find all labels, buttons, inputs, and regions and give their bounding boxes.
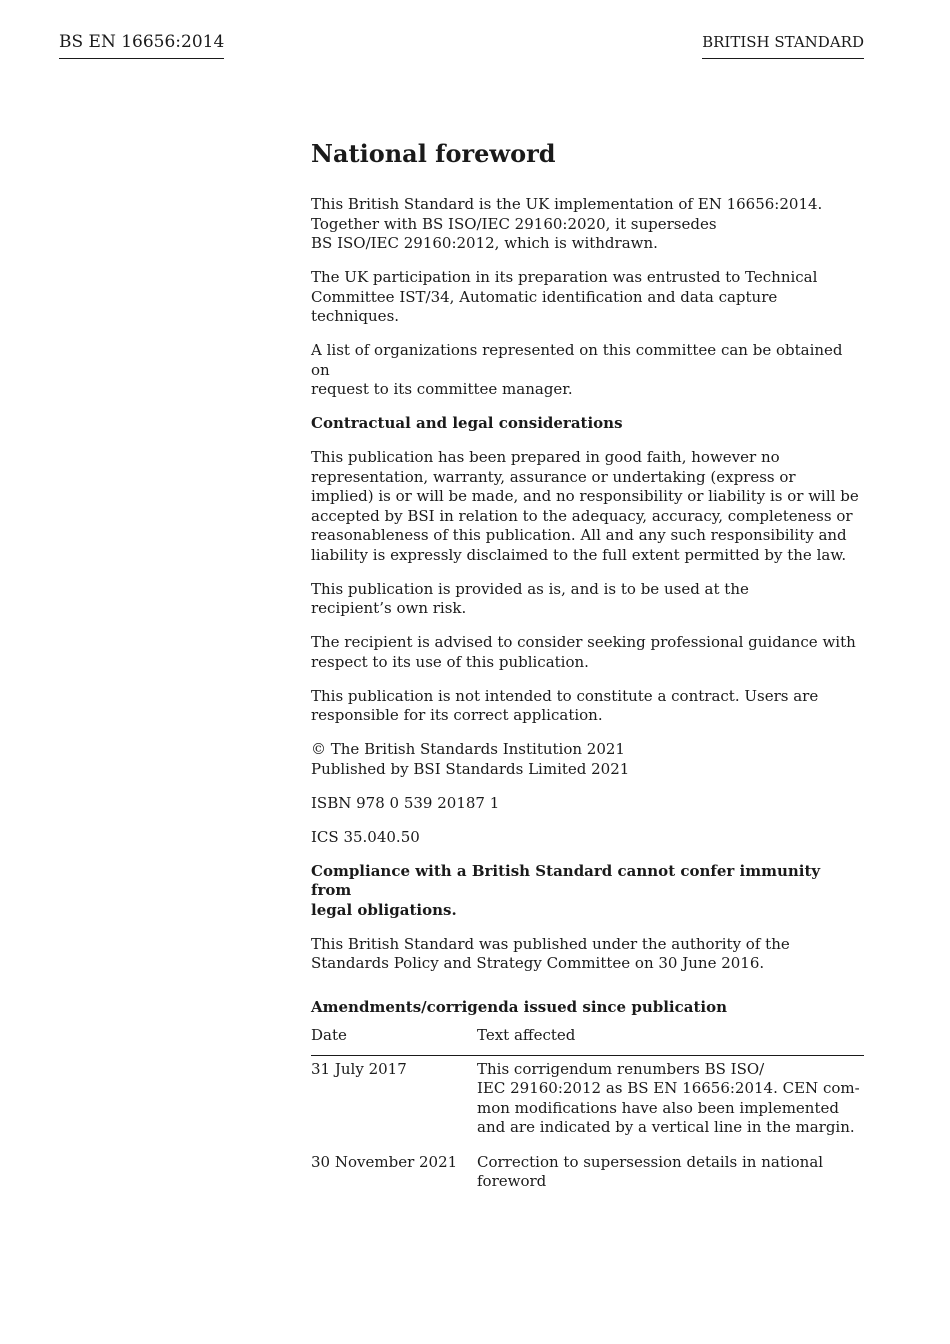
column-header-date: Date <box>311 1026 477 1055</box>
amendment-text: Correction to supersession details in national foreword <box>477 1152 824 1190</box>
compliance-statement: Compliance with a British Standard cannot confer immunity from legal obligations. <box>311 861 821 919</box>
table-row <box>311 1055 864 1149</box>
amendment-date: 30 November 2021 <box>311 1152 458 1171</box>
page-title: National foreword <box>311 139 556 168</box>
implementation-paragraph: This British Standard is the UK implementation of EN 16656:2014. Together with BS ISO/IEC 29160:2020, it supersedes BS ISO/IEC 29160:2012, which is withdrawn. <box>311 195 823 252</box>
amendments-table <box>311 1026 864 1203</box>
participation-paragraph: The UK participation in its preparation was entrusted to Technical Committee IST/34, Automatic identification and data capture techniques. <box>311 268 818 325</box>
table-row <box>311 1149 864 1203</box>
document-type: BRITISH STANDARD <box>702 31 864 59</box>
foreword-content <box>311 138 864 1203</box>
amendment-text: This corrigendum renumbers BS ISO/ IEC 29160:2012 as BS EN 16656:2014. CEN com- mon modifications have also been implemented and are indicated by a vertical line in the margin. <box>477 1059 860 1136</box>
amendment-date: 31 July 2017 <box>311 1059 407 1078</box>
guidance-paragraph: The recipient is advised to consider seeking professional guidance with respect to its use of this publication. <box>311 633 856 671</box>
ics-code: ICS 35.040.50 <box>311 827 420 846</box>
document-number: BS EN 16656:2014 <box>59 31 224 59</box>
contract-paragraph: This publication is not intended to constitute a contract. Users are responsible for its correct application. <box>311 686 819 724</box>
isbn: ISBN 978 0 539 20187 1 <box>311 793 500 812</box>
own-risk-paragraph: This publication is provided as is, and is to be used at the recipient’s own risk. <box>311 579 749 617</box>
organizations-paragraph: A list of organizations represented on this committee can be obtained on request to its committee manager. <box>311 341 843 398</box>
column-header-text-affected: Text affected <box>477 1026 864 1055</box>
contractual-heading: Contractual and legal considerations <box>311 414 623 432</box>
table-header-row <box>311 1026 864 1055</box>
copyright-notice: © The British Standards Institution 2021 Published by BSI Standards Limited 2021 <box>311 740 630 778</box>
good-faith-paragraph: This publication has been prepared in good faith, however no representation, warranty, assurance or undertaking (express or implied) is or will be made, and no responsibility or liability is or will be accepted by BSI in relation to the adequacy, accuracy, completeness or reasonableness of this publication. All and any such responsibility and liability is expressly disclaimed to the full extent permitted by the law. <box>311 448 859 564</box>
authority-paragraph: This British Standard was published under the authority of the Standards Policy and Strategy Committee on 30 June 2016. <box>311 934 790 972</box>
amendments-heading: Amendments/corrigenda issued since publication <box>311 997 727 1016</box>
